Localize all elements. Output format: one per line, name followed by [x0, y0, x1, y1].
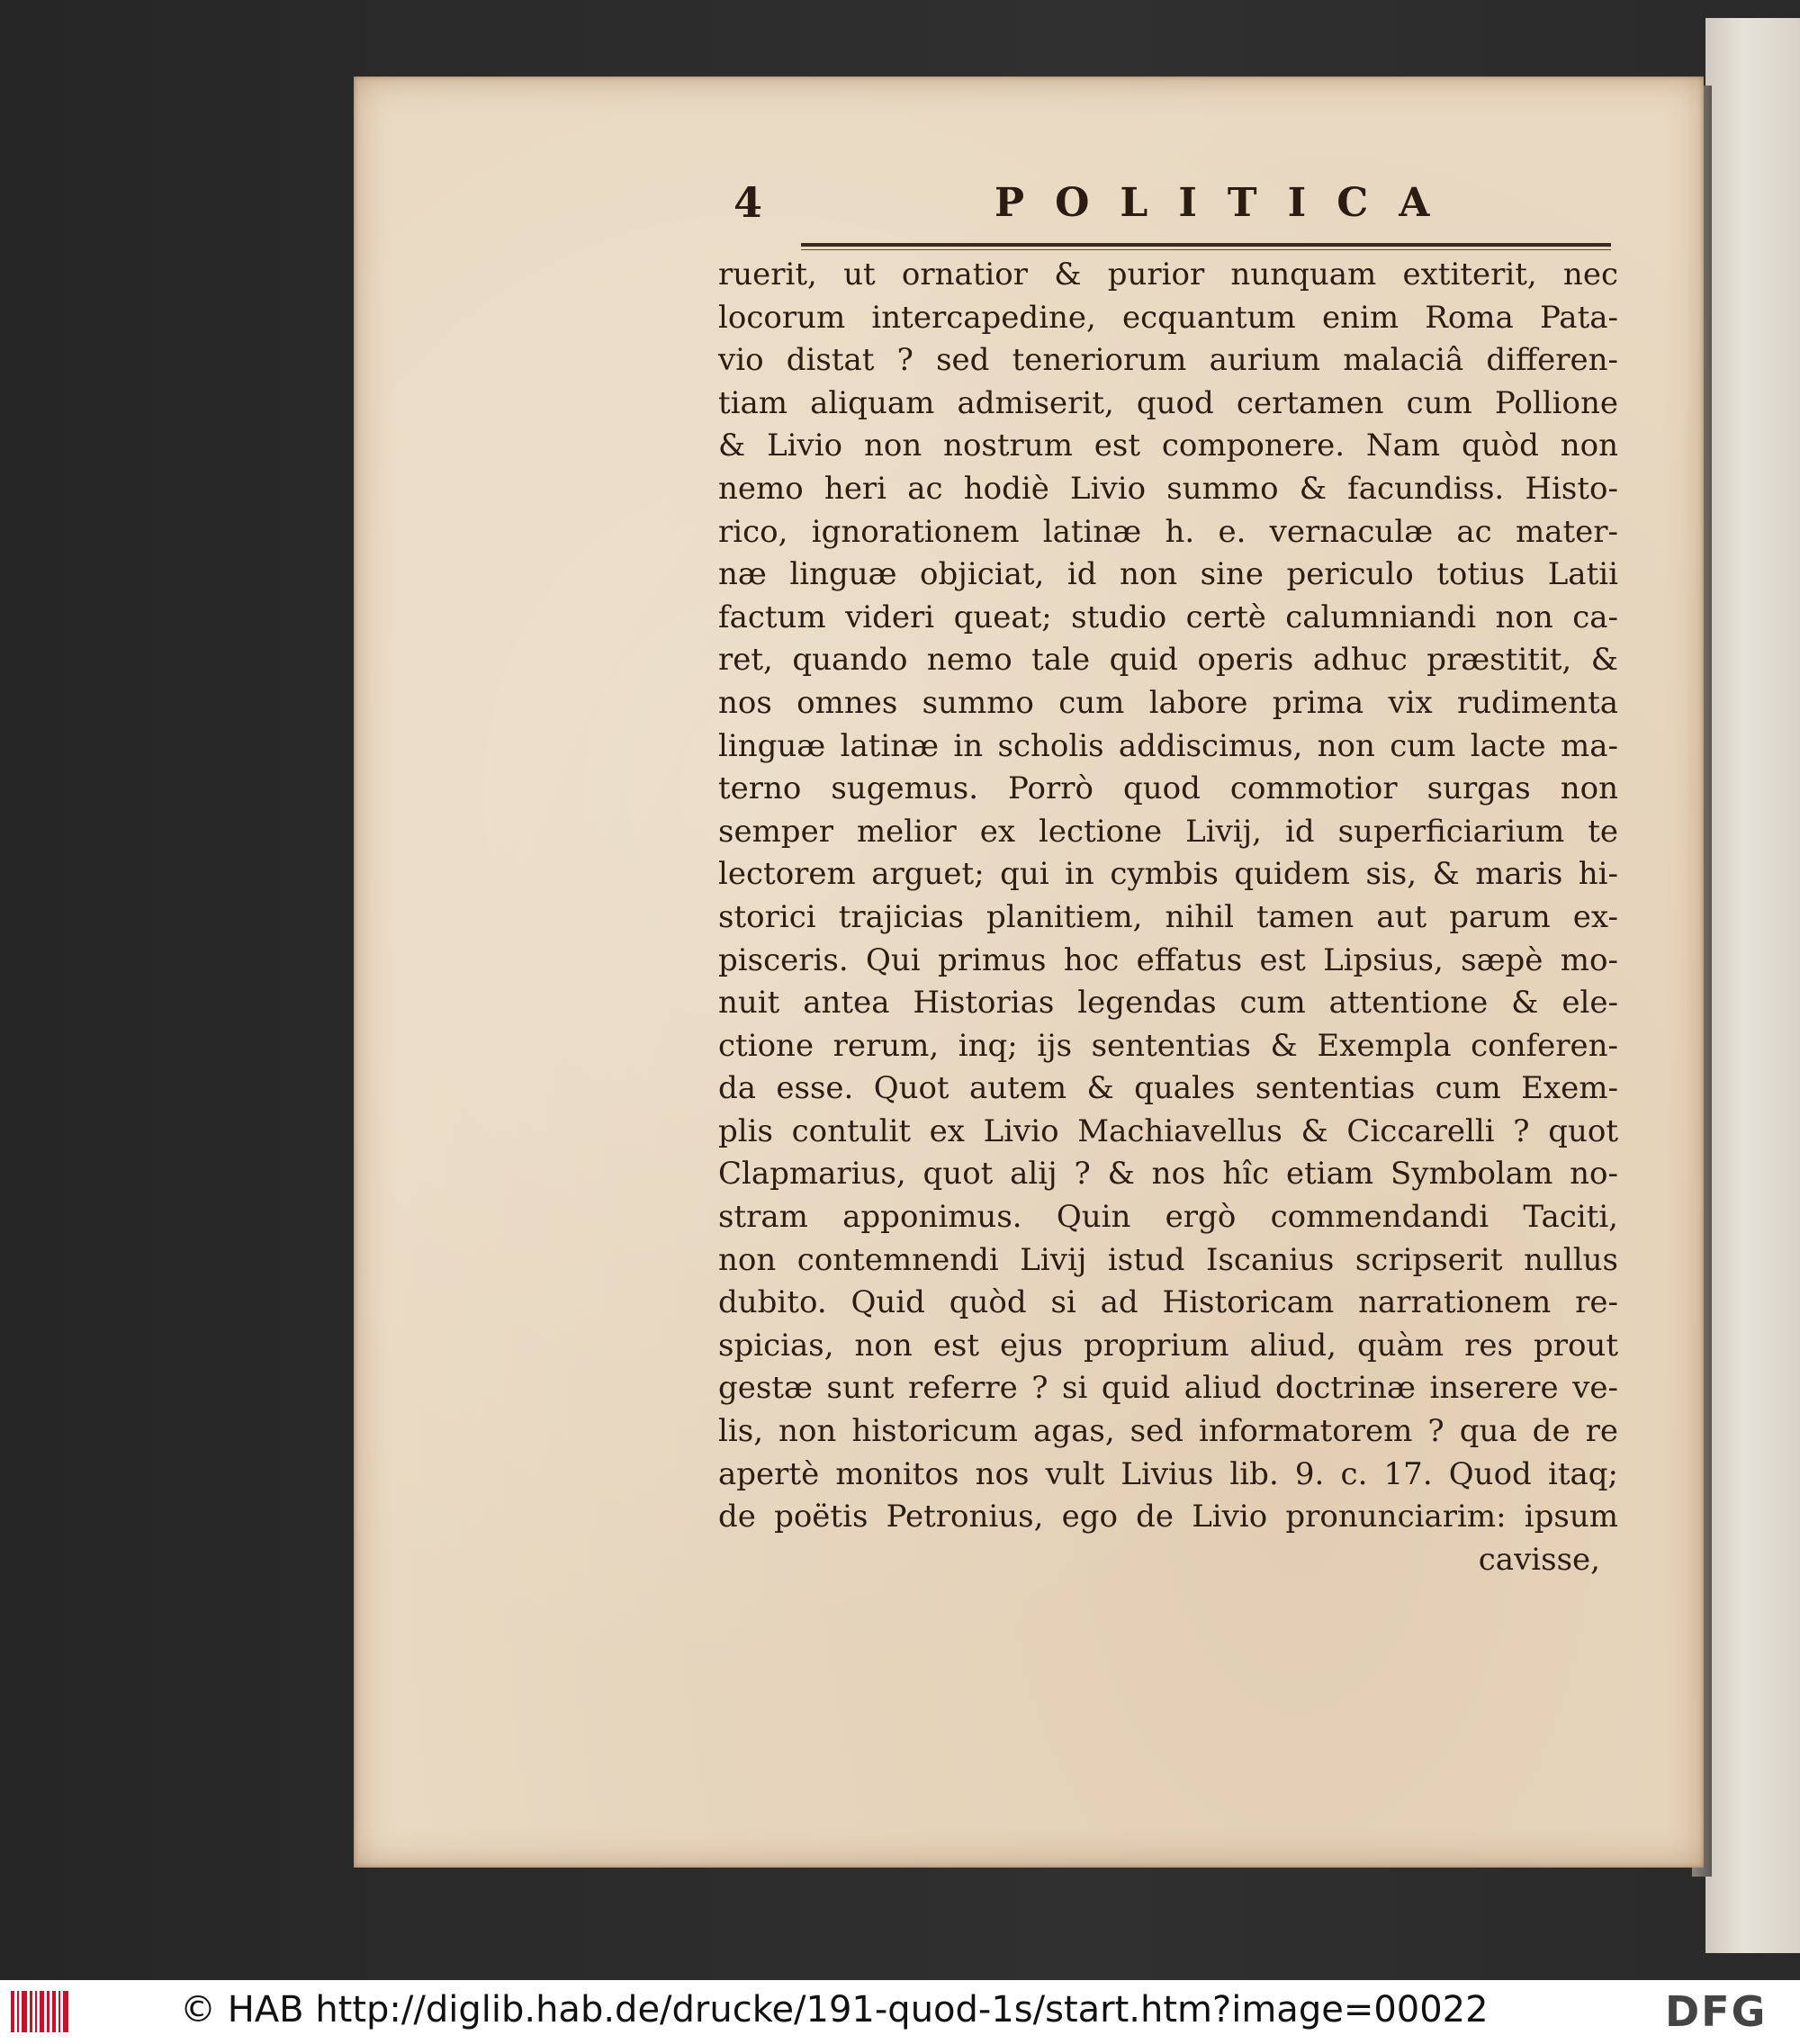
- text-line: & Livio non nostrum est componere. Nam quòd non: [718, 428, 1618, 464]
- text-line: Clapmarius, quot alij ? & nos hîc etiam Symbolam no-: [718, 1156, 1618, 1193]
- text-line: dubito. Quid quòd si ad Historicam narrationem re-: [718, 1284, 1618, 1321]
- text-line: nuit antea Historias legendas cum attentione & ele-: [718, 985, 1618, 1022]
- barcode-bar: [58, 1991, 60, 2032]
- footer-bar: [0, 1980, 1800, 2044]
- header-rule: [801, 243, 1611, 247]
- text-line: rico, ignorationem latinæ h. e. vernaculæ ac mater-: [718, 513, 1618, 550]
- page-number: 4: [734, 178, 763, 227]
- page-header: [734, 178, 1614, 232]
- barcode-bar: [40, 1991, 44, 2032]
- text-line: gestæ sunt referre ? si quid aliud doctrinæ inserere ve-: [718, 1370, 1618, 1407]
- text-line: spicias, non est ejus proprium aliud, quàm res prout: [718, 1327, 1618, 1364]
- barcode-bar: [47, 1991, 50, 2032]
- text-line: ruerit, ut ornatior & purior nunquam extiterit, nec: [718, 257, 1618, 293]
- text-line: locorum intercapedine, ecquantum enim Roma Pata-: [718, 299, 1618, 336]
- text-line: storici trajicias planitiem, nihil tamen aut parum ex-: [718, 898, 1618, 935]
- text-line: linguæ latinæ in scholis addiscimus, non cum lacte ma-: [718, 727, 1618, 764]
- text-line: plis contulit ex Livio Machiavellus & Ciccarelli ? quot: [718, 1112, 1618, 1149]
- facing-page-edge: [1706, 18, 1800, 1953]
- running-title: POLITICA: [994, 180, 1461, 226]
- barcode-bar: [17, 1991, 19, 2032]
- text-line: nos omnes summo cum labore prima vix rudimenta: [718, 684, 1618, 721]
- text-line: nemo heri ac hodiè Livio summo & facundiss. Histo-: [718, 470, 1618, 507]
- text-line: ret, quando nemo tale quid operis adhuc præstitit, &: [718, 642, 1618, 679]
- text-line: da esse. Quot autem & quales sententias cum Exem-: [718, 1070, 1618, 1107]
- text-line: factum videri queat; studio certè calumniandi non ca-: [718, 599, 1618, 635]
- text-line: tiam aliquam admiserit, quod certamen cum Pollione: [718, 384, 1618, 421]
- barcode-bar: [35, 1991, 37, 2032]
- header-rule-thin: [801, 249, 1611, 250]
- copyright-url: © HAB http://diglib.hab.de/drucke/191-quod-1s/start.htm?image=00022: [180, 1989, 1489, 2030]
- text-line: non contemnendi Livij istud Iscanius scripserit nullus: [718, 1241, 1618, 1278]
- text-line: ctione rerum, inq; ijs sententias & Exempla conferen-: [718, 1027, 1618, 1064]
- text-line: terno sugemus. Porrò quod commotior surgas non: [718, 770, 1618, 807]
- dfg-logo: DFG: [1665, 1987, 1768, 2036]
- text-line: lis, non historicum agas, sed informatorem ? qua de re: [718, 1413, 1618, 1450]
- catchword: cavisse,: [1478, 1541, 1600, 1578]
- text-line: lectorem arguet; qui in cymbis quidem sis, & maris hi-: [718, 856, 1618, 893]
- barcode-bar: [30, 1991, 32, 2032]
- text-line: apertè monitos nos vult Livius lib. 9. c. 17. Quod itaq;: [718, 1455, 1618, 1492]
- text-line: pisceris. Qui primus hoc effatus est Lipsius, sæpè mo-: [718, 941, 1618, 978]
- text-line: næ linguæ objiciat, id non sine periculo totius Latii: [718, 556, 1618, 593]
- hab-barcode-icon: [11, 1991, 74, 2032]
- barcode-bar: [52, 1991, 56, 2032]
- barcode-bar: [11, 1991, 14, 2032]
- text-line: de poëtis Petronius, ego de Livio pronunciarim: ipsum: [718, 1499, 1618, 1535]
- body-text: [718, 254, 1618, 1581]
- text-line: vio distat ? sed teneriorum aurium malaciâ differen-: [718, 342, 1618, 379]
- barcode-bar: [22, 1991, 27, 2032]
- barcode-bar: [63, 1991, 68, 2032]
- text-line: semper melior ex lectione Livij, id superficiarium te: [718, 813, 1618, 850]
- text-line: stram apponimus. Quin ergò commendandi Taciti,: [718, 1199, 1618, 1236]
